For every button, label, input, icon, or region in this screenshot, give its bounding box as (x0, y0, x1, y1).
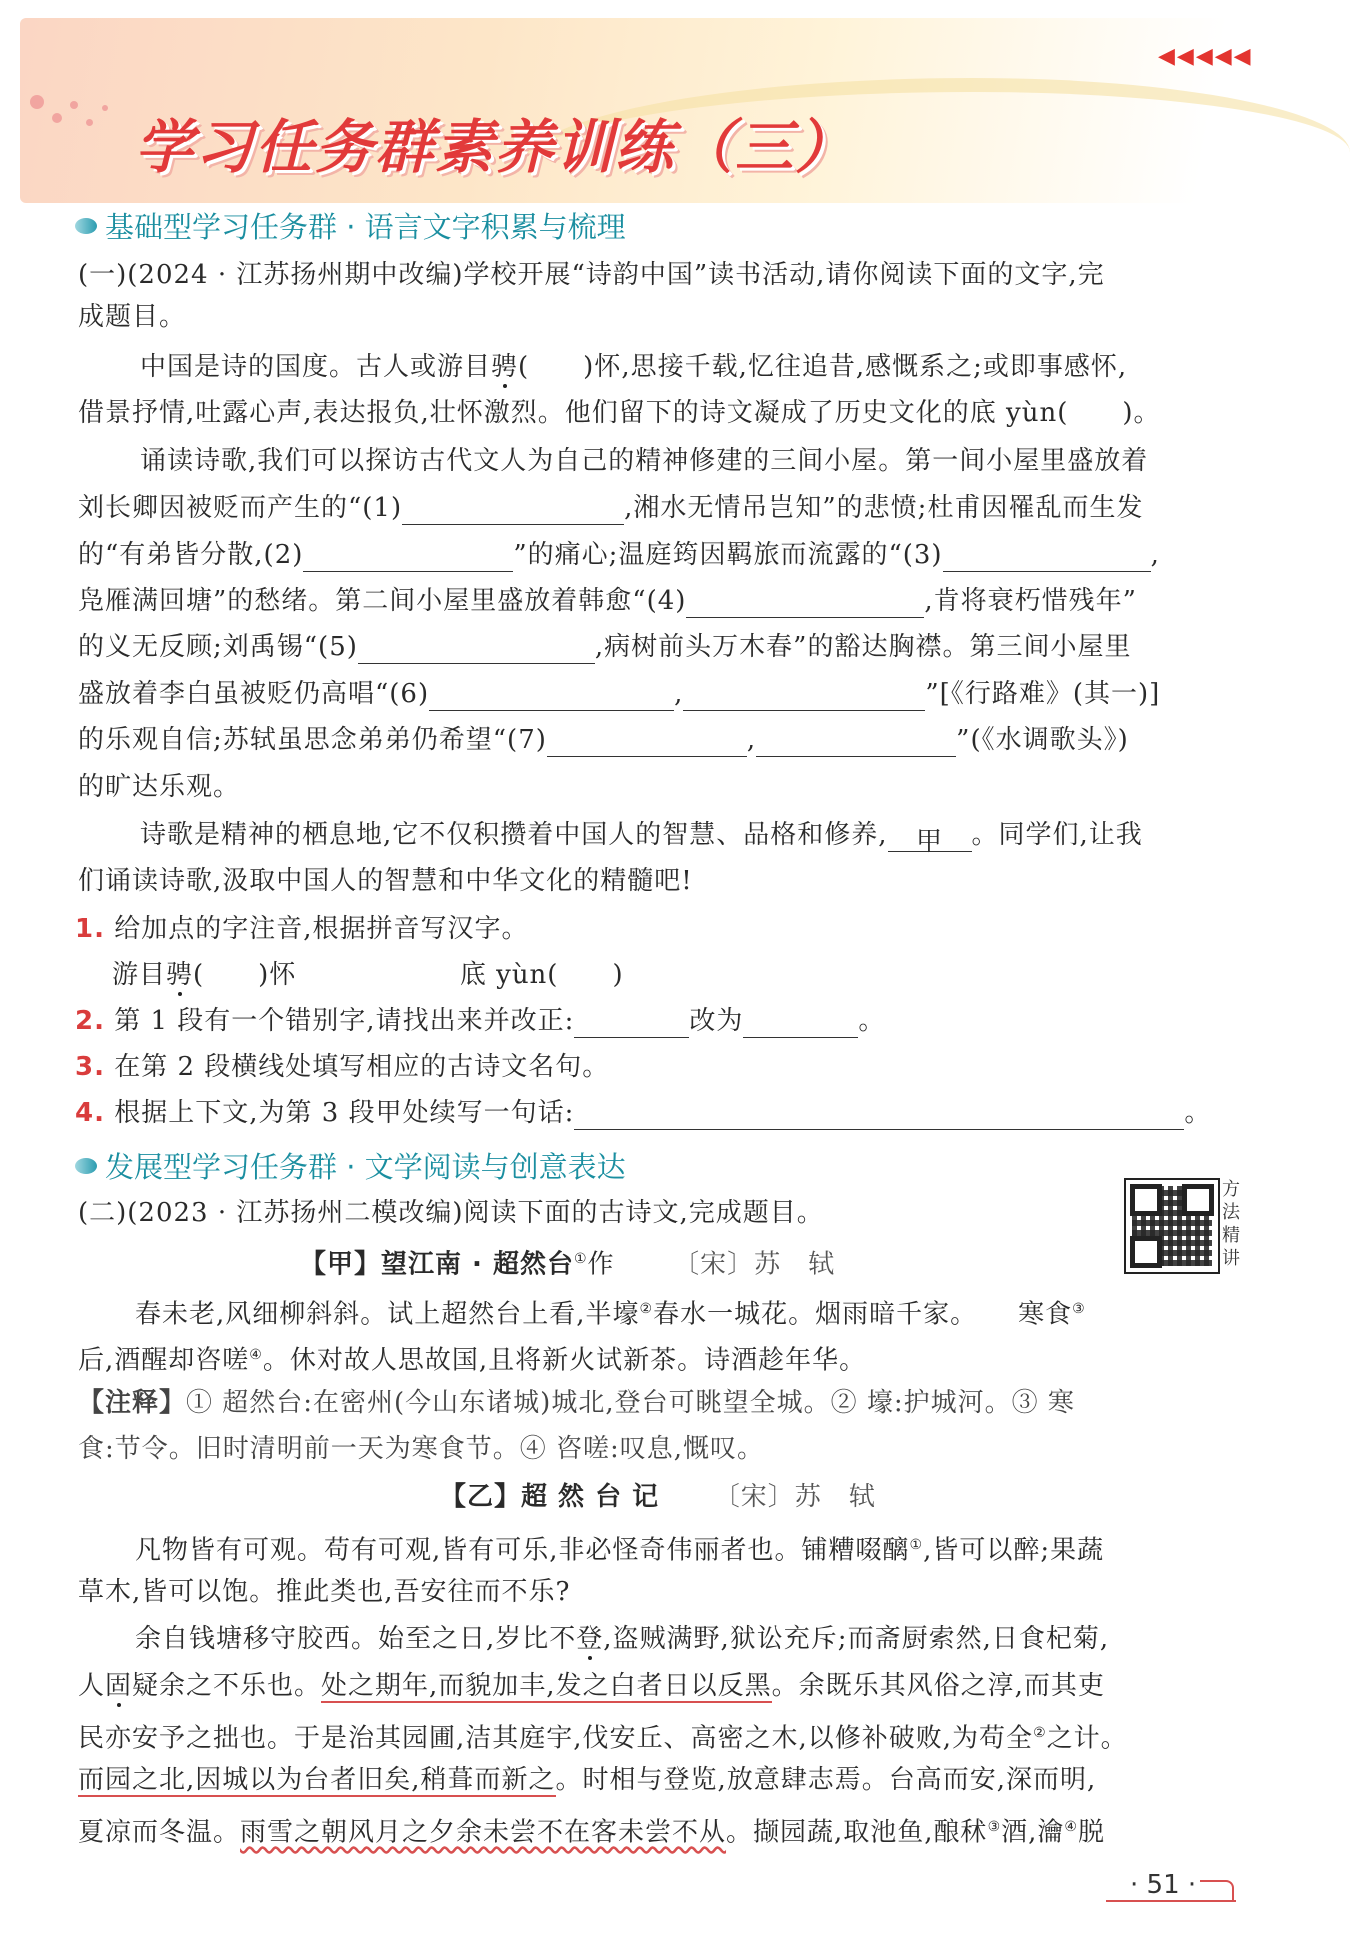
essay-line: 余自钱塘移守胶西。始至之日,岁比不登,盗贼满野,狱讼充斥;而斋厨索然,日食杞菊, (135, 1624, 1110, 1654)
answer-blank[interactable] (756, 730, 956, 757)
paragraph-line: 诵读诗歌,我们可以探访古代文人为自己的精神修建的三间小屋。第一间小屋里盛放着 (140, 446, 1149, 476)
paragraph-line: 的义无反顾;刘禹锡“(5) ,病树前头万木春”的豁达胸襟。第三间小屋里 (78, 632, 1132, 662)
poem-title-line: 【甲】望江南 · 超然台①作 〔宋〕苏 轼 (300, 1249, 836, 1280)
intro-line: (一)(2024 · 江苏扬州期中改编)学校开展“诗韵中国”读书活动,请你阅读下面的文字,完 (78, 260, 1105, 290)
poem-line: 后,酒醒却咨嗟④。休对故人思故国,且将新火试新茶。诗酒趁年华。 (78, 1345, 867, 1376)
answer-blank-jia[interactable]: 甲 (888, 825, 972, 852)
answer-blank[interactable] (686, 591, 924, 618)
section-heading-development (75, 1145, 626, 1186)
paragraph-line: 的“有弟皆分散,(2) ”的痛心;温庭筠因羁旅而流露的“(3) , (78, 540, 1160, 570)
answer-blank[interactable] (402, 498, 624, 525)
arrows-decoration-icon: ◀◀◀◀◀ (1158, 44, 1253, 69)
paragraph-line: 的乐观自信;苏轼虽思念弟弟仍希望“(7) , ”(《水调歌头》) (78, 725, 1129, 755)
paragraph-line: 盛放着李白虽被贬仍高唱“(6) , ”[《行路难》(其一)] (78, 679, 1161, 709)
paragraph-line: 借景抒情,吐露心声,表达报负,壮怀激烈。他们留下的诗文凝成了历史文化的底 yùn( )。 (78, 398, 1161, 428)
page-number-hook-decoration (1200, 1880, 1234, 1902)
intro-line: (二)(2023 · 江苏扬州二模改编)阅读下面的古诗文,完成题目。 (78, 1198, 824, 1228)
paragraph-line: 们诵读诗歌,汲取中国人的智慧和中华文化的精髓吧! (78, 866, 693, 896)
answer-blank[interactable] (574, 1011, 689, 1038)
paragraph-line: 诗歌是精神的栖息地,它不仅积攒着中国人的智慧、品格和修养, 甲 。同学们,让我 (140, 820, 1143, 857)
question-1: 1. 给加点的字注音,根据拼音写汉字。 (75, 914, 529, 944)
paragraph-line: 的旷达乐观。 (78, 772, 241, 802)
essay-line: 草木,皆可以饱。推此类也,吾安往而不乐? (78, 1577, 571, 1607)
answer-blank[interactable] (547, 730, 747, 757)
page-title: 学习任务群素养训练（三） (135, 113, 856, 181)
essay-line: 而园之北,因城以为台者旧矣,稍葺而新之。时相与登览,放意肆志焉。台高而安,深而明, (78, 1765, 1097, 1795)
question-2: 2. 第 1 段有一个错别字,请找出来并改正: 改为 。 (75, 1006, 886, 1036)
wavy-underlined-sentence: 雨雪之朝风月之夕余未尝不在客未尝不从 (240, 1817, 727, 1848)
answer-blank[interactable] (943, 545, 1151, 572)
essay-line: 人固疑余之不乐也。处之期年,而貌加丰,发之白者日以反黑。余既乐其风俗之淳,而其吏 (78, 1671, 1105, 1701)
section-heading-basic (75, 205, 626, 246)
answer-blank[interactable] (743, 1011, 858, 1038)
essay-line: 凡物皆有可观。苟有可观,皆有可乐,非必怪奇伟丽者也。铺糟啜醨①,皆可以醉;果蔬 (135, 1535, 1105, 1566)
section-bullet-icon (75, 218, 97, 234)
essay-title-line: 【乙】超 然 台 记 〔宋〕苏 轼 (440, 1482, 876, 1512)
poem-line: 春未老,风细柳斜斜。试上超然台上看,半壕②春水一城花。烟雨暗千家。 寒食③ (135, 1299, 1086, 1330)
qr-code-icon[interactable] (1124, 1178, 1220, 1274)
qr-label: 方法精讲 (1222, 1179, 1240, 1269)
question-4: 4. 根据上下文,为第 3 段甲处续写一句话: 。 (75, 1098, 1212, 1128)
answer-blank[interactable] (429, 684, 674, 711)
answer-blank[interactable] (574, 1103, 1184, 1130)
intro-line: 成题目。 (78, 302, 187, 332)
paragraph-line: 刘长卿因被贬而产生的“(1) ,湘水无情吊岂知”的悲愤;杜甫因罹乱而生发 (78, 493, 1144, 523)
paragraph-line: 凫雁满回塘”的愁绪。第二间小屋里盛放着韩愈“(4) ,肯将衰朽惜残年” (78, 586, 1137, 616)
paragraph-line: 中国是诗的国度。古人或游目骋( )怀,思接千载,忆往追昔,感慨系之;或即事感怀, (140, 352, 1128, 382)
essay-line: 夏凉而冬温。雨雪之朝风月之夕余未尝不在客未尝不从。撷园蔬,取池鱼,酿秫③酒,瀹④脱 (78, 1817, 1105, 1848)
section-heading-text: 基础型学习任务群 · 语言文字积累与梳理 (105, 210, 626, 244)
answer-blank[interactable] (303, 545, 513, 572)
note-line: 食:节令。旧时清明前一天为寒食节。④ 咨嗟:叹息,慨叹。 (78, 1434, 765, 1464)
question-1-items: 游目骋( )怀 底 yùn( ) (112, 960, 624, 990)
page-number: · 51 · (1130, 1870, 1197, 1900)
answer-blank[interactable] (683, 684, 925, 711)
section-heading-text: 发展型学习任务群 · 文学阅读与创意表达 (105, 1150, 626, 1184)
underlined-sentence: 处之期年,而貌加丰,发之白者日以反黑 (321, 1671, 772, 1701)
question-3: 3. 在第 2 段横线处填写相应的古诗文名句。 (75, 1052, 610, 1082)
note-line: 【注释】① 超然台:在密州(今山东诸城)城北,登台可眺望全城。② 壕:护城河。③ 寒 (78, 1388, 1075, 1418)
underlined-sentence: 而园之北,因城以为台者旧矣,稍葺而新之 (78, 1765, 556, 1795)
essay-line: 民亦安予之拙也。于是治其园圃,洁其庭宇,伐安丘、高密之木,以修补破败,为苟全②之计。 (78, 1723, 1128, 1754)
section-bullet-icon (75, 1158, 97, 1174)
answer-blank[interactable] (358, 637, 595, 664)
